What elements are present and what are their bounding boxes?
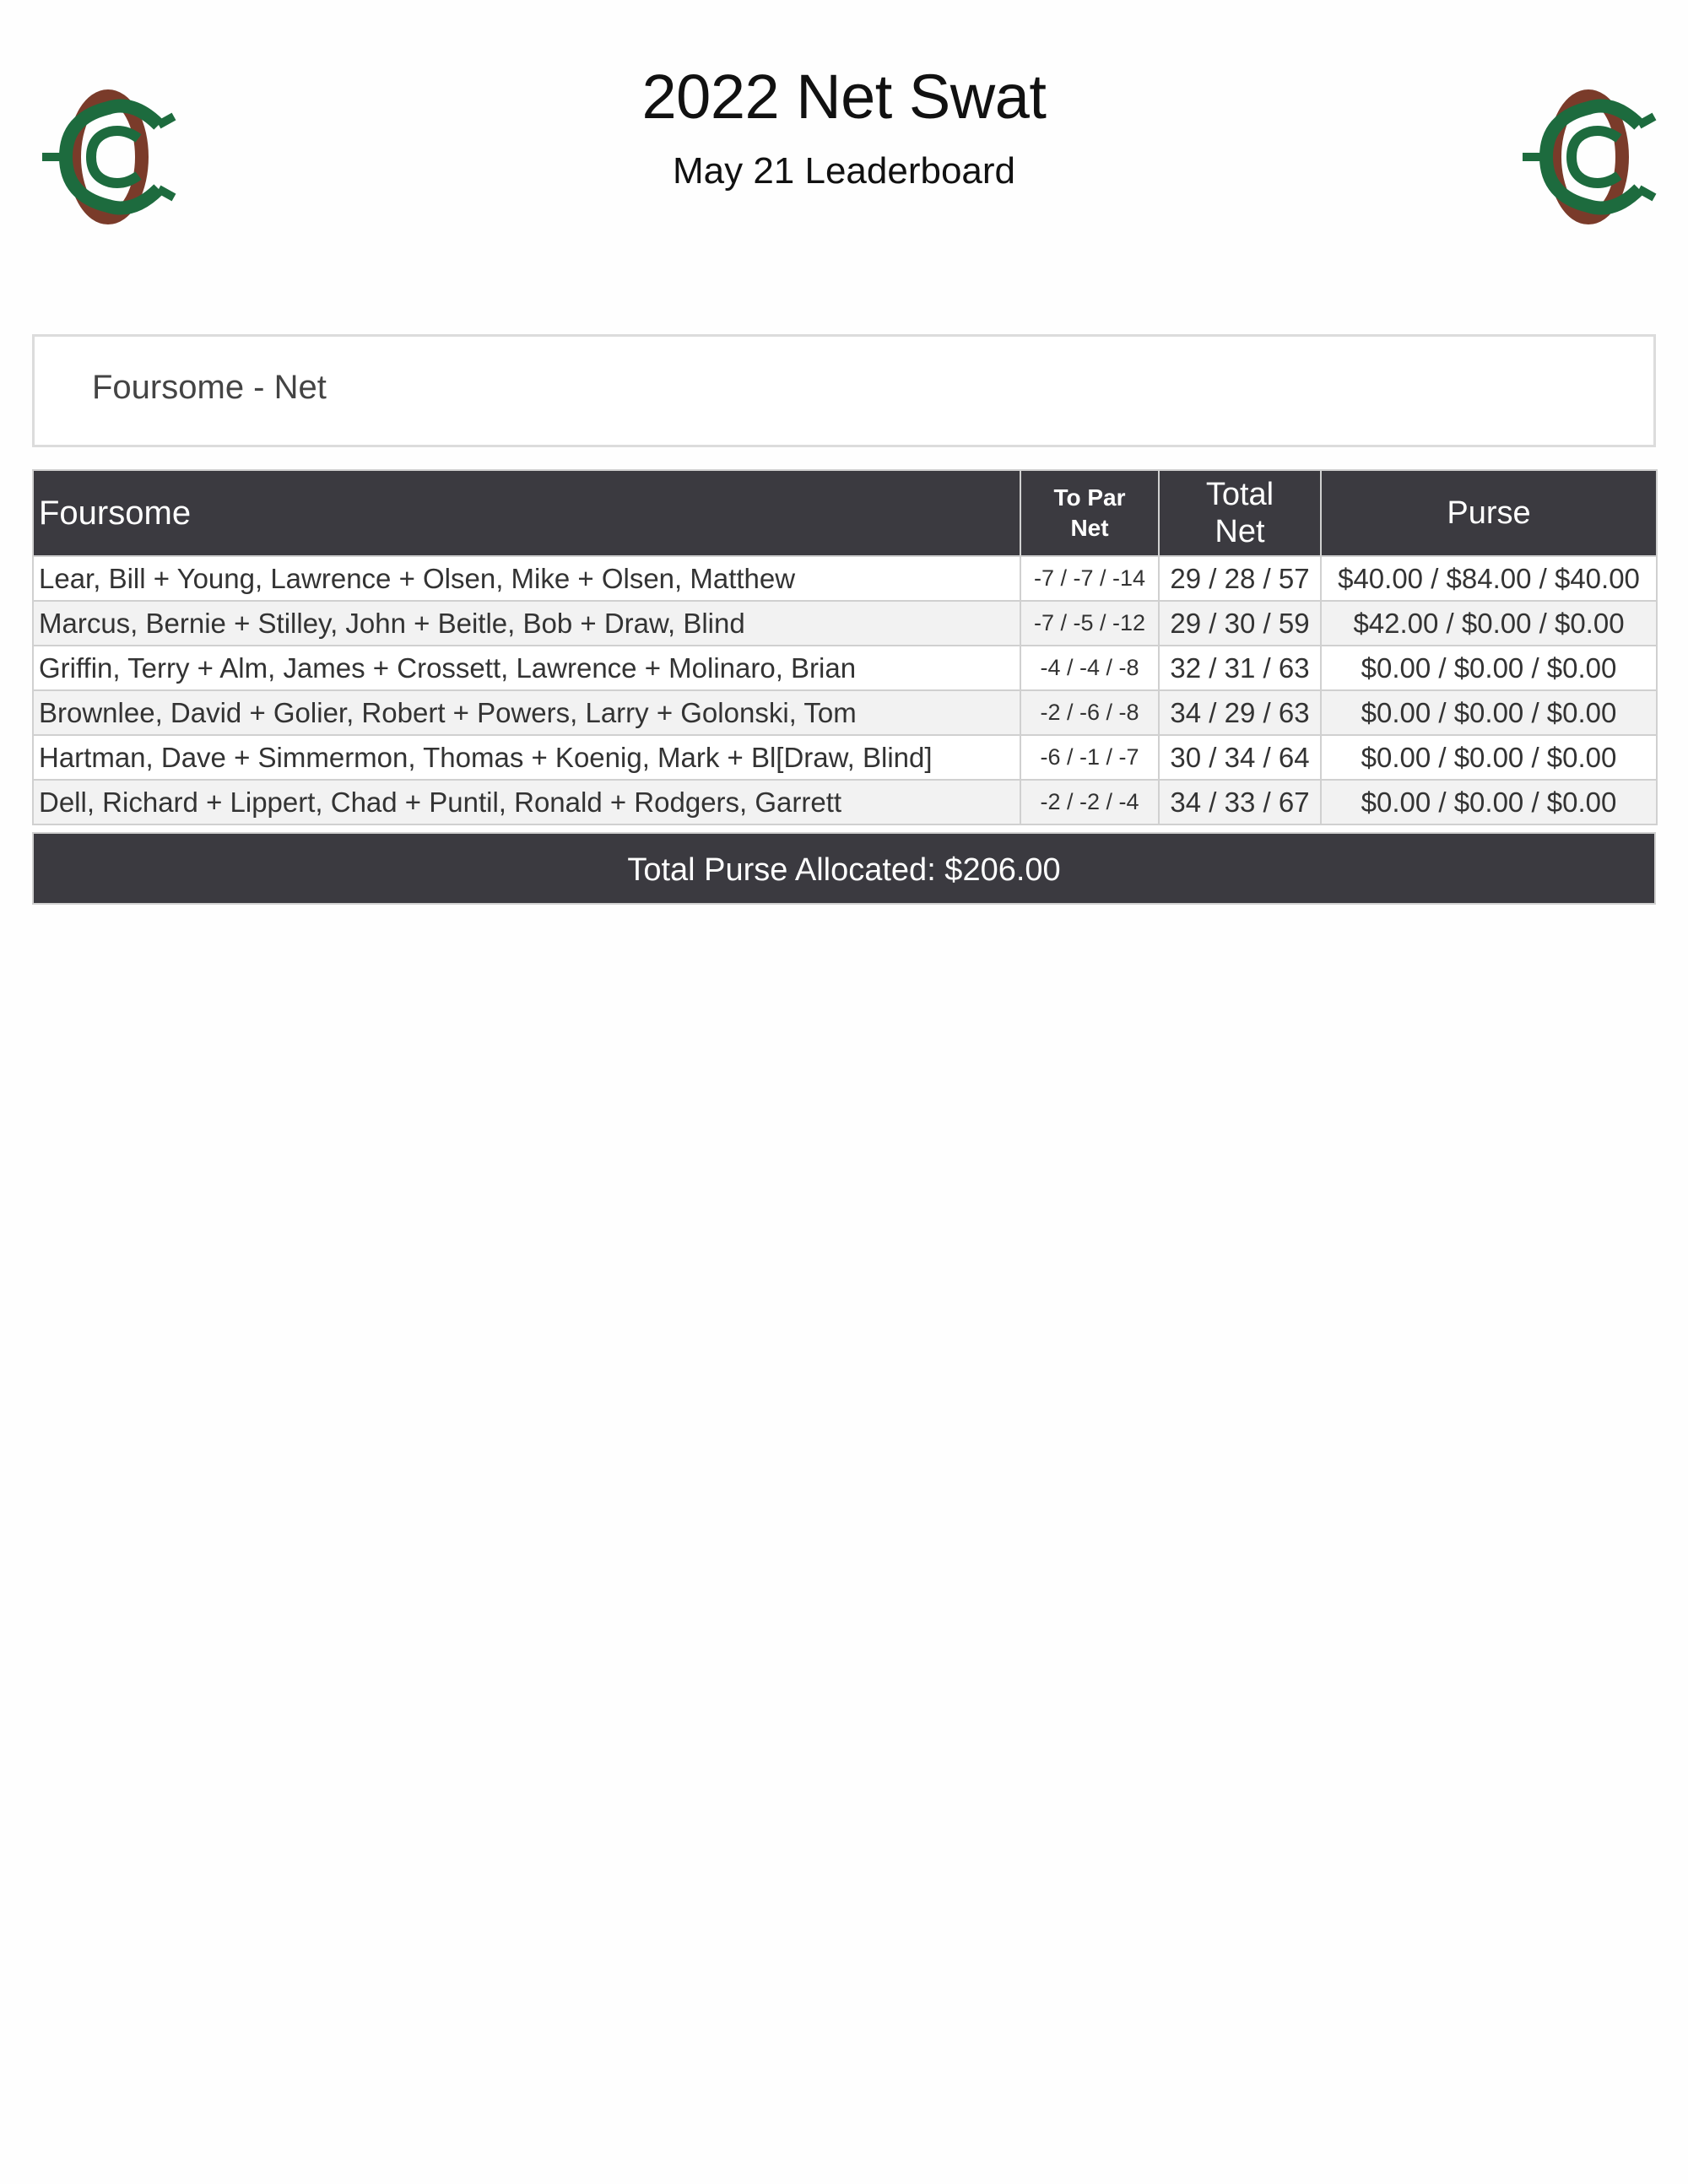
to-par-cell: -2 / -2 / -4 [1020,780,1159,824]
to-par-cell: -6 / -1 / -7 [1020,735,1159,780]
section-title: Foursome - Net [92,369,327,406]
to-par-cell: -2 / -6 / -8 [1020,690,1159,735]
section-header [32,334,1656,447]
table-row [33,646,1657,690]
table-row [33,780,1657,824]
table-row [33,601,1657,646]
purse-cell: $0.00 / $0.00 / $0.00 [1321,646,1657,690]
foursome-cell: Brownlee, David + Golier, Robert + Powers, Larry + Golonski, Tom [33,690,1020,735]
page-subtitle: May 21 Leaderboard [672,150,1016,192]
leaderboard-table [32,469,1658,825]
total-net-cell: 29 / 28 / 57 [1159,556,1321,601]
col-header-foursome: Foursome [33,470,1020,556]
foursome-cell: Lear, Bill + Young, Lawrence + Olsen, Mike + Olsen, Matthew [33,556,1020,601]
table-row [33,690,1657,735]
purse-cell: $0.00 / $0.00 / $0.00 [1321,735,1657,780]
total-net-cell: 30 / 34 / 64 [1159,735,1321,780]
total-net-cell: 29 / 30 / 59 [1159,601,1321,646]
foursome-cell: Griffin, Terry + Alm, James + Crossett, Lawrence + Molinaro, Brian [33,646,1020,690]
page-title: 2022 Net Swat [641,62,1047,132]
to-par-cell: -7 / -7 / -14 [1020,556,1159,601]
total-purse-footer: Total Purse Allocated: $206.00 [32,832,1656,905]
purse-cell: $0.00 / $0.00 / $0.00 [1321,690,1657,735]
total-net-cell: 32 / 31 / 63 [1159,646,1321,690]
purse-cell: $42.00 / $0.00 / $0.00 [1321,601,1657,646]
col-header-purse: Purse [1321,470,1657,556]
foursome-cell: Dell, Richard + Lippert, Chad + Puntil, Ronald + Rodgers, Garrett [33,780,1020,824]
to-par-cell: -4 / -4 / -8 [1020,646,1159,690]
purse-cell: $40.00 / $84.00 / $40.00 [1321,556,1657,601]
total-net-cell: 34 / 29 / 63 [1159,690,1321,735]
foursome-cell: Marcus, Bernie + Stilley, John + Beitle, Bob + Draw, Blind [33,601,1020,646]
table-header-row [33,470,1657,556]
foursome-cell: Hartman, Dave + Simmermon, Thomas + Koenig, Mark + Bl[Draw, Blind] [33,735,1020,780]
table-row [33,556,1657,601]
table-row [33,735,1657,780]
col-header-total-net: Total Net [1159,470,1321,556]
purse-cell: $0.00 / $0.00 / $0.00 [1321,780,1657,824]
col-header-to-par-net: To Par Net [1020,470,1159,556]
to-par-cell: -7 / -5 / -12 [1020,601,1159,646]
total-net-cell: 34 / 33 / 67 [1159,780,1321,824]
